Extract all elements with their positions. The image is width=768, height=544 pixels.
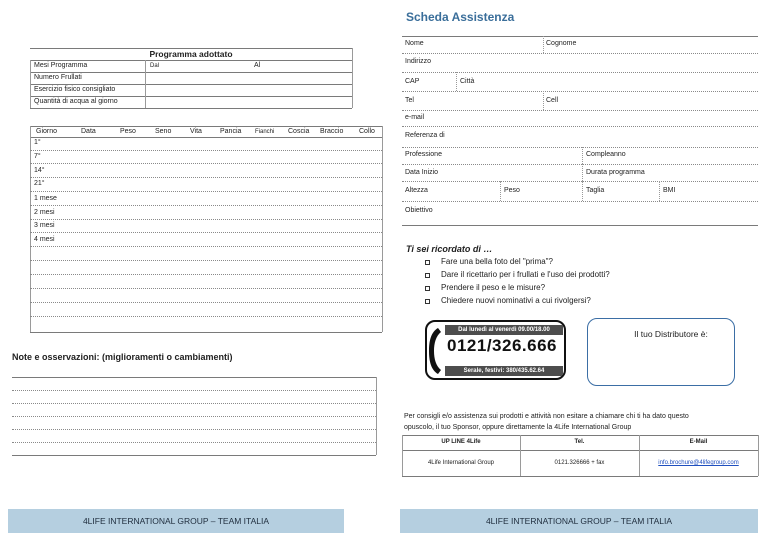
field-professione[interactable]: Professione <box>405 151 442 158</box>
field-email[interactable]: e-mail <box>405 114 425 121</box>
contact-cell-tel: 0121.326666 + fax <box>554 460 605 466</box>
contact-header-tel: Tel. <box>574 439 585 445</box>
program-table <box>30 48 352 108</box>
phone-handset-icon <box>427 326 443 376</box>
measures-table <box>30 126 382 332</box>
field-referenza[interactable]: Referenza di <box>405 132 445 139</box>
checkbox-icon <box>425 260 430 265</box>
field-bmi[interactable]: BMI <box>663 187 676 194</box>
field-nome[interactable]: Nome <box>405 40 424 47</box>
notes-lines[interactable] <box>12 377 376 457</box>
contact-table <box>402 435 758 477</box>
program-row-shakes: Numero Frullati <box>34 74 82 81</box>
measures-row-day7: 7° <box>34 153 41 160</box>
checkbox-icon <box>425 286 430 291</box>
measures-header-braccio: Braccio <box>320 128 344 135</box>
measures-row-day1: 1° <box>34 139 41 146</box>
checkbox-icon <box>425 273 430 278</box>
measures-header-data: Data <box>81 128 96 135</box>
phone-weekend: Serale, festivi: 380/435.62.64 <box>445 366 563 376</box>
field-tel[interactable]: Tel <box>405 97 414 104</box>
phone-card <box>425 320 566 380</box>
measures-header-vita: Vita <box>190 128 202 135</box>
program-row-exercise: Esercizio fisico consigliato <box>34 86 116 93</box>
measures-header-collo: Collo <box>359 128 375 135</box>
reminder-item-photo: Fare una bella foto del "prima"? <box>441 257 553 266</box>
contact-email-link[interactable]: info.brochure@4lifegroup.com <box>658 460 739 466</box>
distributor-label: Il tuo Distributore è: <box>634 329 708 339</box>
field-durata[interactable]: Durata programma <box>586 169 645 176</box>
measures-row-month4: 4 mesi <box>34 236 55 243</box>
field-cognome[interactable]: Cognome <box>546 40 577 47</box>
measures-row-month3: 3 mesi <box>34 222 55 229</box>
checkbox-icon <box>425 299 430 304</box>
measures-header-fianchi: Fianchi <box>255 129 275 135</box>
distributor-box[interactable] <box>587 318 735 386</box>
program-title: Programma adottato <box>149 49 233 59</box>
phone-number: 0121/326.666 <box>447 336 557 355</box>
measures-header-giorno: Giorno <box>36 128 58 135</box>
contact-cell-name: 4Life International Group <box>427 460 495 466</box>
contact-header-upline: UP LINE 4Life <box>441 439 481 445</box>
measures-header-pancia: Pancia <box>220 128 242 135</box>
reminder-item-recipes: Dare il ricettario per i frullati e l'uso dei prodotti? <box>441 270 610 279</box>
field-cap[interactable]: CAP <box>405 78 420 85</box>
field-citta[interactable]: Città <box>460 78 475 85</box>
measures-row-month2: 2 mesi <box>34 209 55 216</box>
phone-hours: Dal lunedì al venerdì 09.00/18.00 <box>445 325 563 335</box>
reminder-title: Ti sei ricordato di … <box>406 244 493 254</box>
field-data-inizio[interactable]: Data Inizio <box>405 169 439 176</box>
measures-row-day21: 21° <box>34 180 45 187</box>
page-title: Scheda Assistenza <box>406 10 515 24</box>
field-compleanno[interactable]: Compleanno <box>586 151 626 158</box>
contact-header-email: E-Mail <box>689 439 708 445</box>
program-to-label: Al <box>254 62 261 69</box>
measures-header-seno: Seno <box>155 128 172 135</box>
left-footer: 4LIFE INTERNATIONAL GROUP – TEAM ITALIA <box>8 509 344 533</box>
program-from-label: Dal <box>150 63 160 69</box>
field-peso[interactable]: Peso <box>504 187 520 194</box>
measures-row-day14: 14° <box>34 167 45 174</box>
field-altezza[interactable]: Altezza <box>405 187 428 194</box>
reminder-item-contacts: Chiedere nuovi nominativi a cui rivolgersi? <box>441 296 591 305</box>
contact-text-1: Per consigli e/o assistenza sui prodotti e attività non esitare a chiamare chi ti ha dato questo <box>404 413 689 420</box>
field-taglia[interactable]: Taglia <box>586 187 605 194</box>
field-indirizzo[interactable]: Indirizzo <box>405 58 432 65</box>
notes-title: Note e osservazioni: (miglioramenti o cambiamenti) <box>12 352 233 362</box>
measures-header-peso: Peso <box>120 128 136 135</box>
reminder-item-weight: Prendere il peso e le misure? <box>441 283 546 292</box>
measures-header-coscia: Coscia <box>288 128 310 135</box>
assistance-form <box>402 36 758 226</box>
program-row-months: Mesi Programma <box>34 62 88 69</box>
field-obiettivo[interactable]: Obiettivo <box>405 207 433 214</box>
program-row-water: Quantità di acqua al giorno <box>34 98 118 105</box>
contact-text-2: opuscolo, il tuo Sponsor, oppure direttamente la 4Life International Group <box>404 424 632 431</box>
field-cell[interactable]: Cell <box>546 97 559 104</box>
measures-row-month1: 1 mese <box>34 195 57 202</box>
right-footer: 4LIFE INTERNATIONAL GROUP – TEAM ITALIA <box>400 509 758 533</box>
